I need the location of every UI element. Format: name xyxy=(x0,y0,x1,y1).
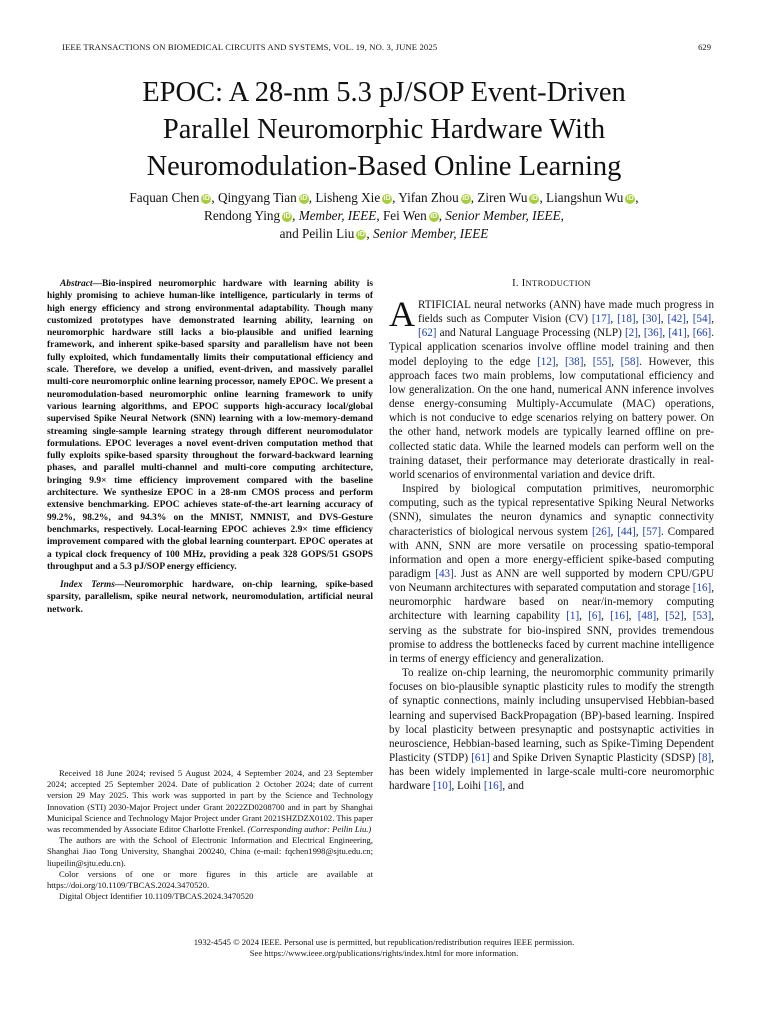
paragraph: ARTIFICIAL neural networks (ANN) have made much progress in fields such as Computer Vision (CV) [17], [18], [30], [42], [54], [62] and Natural Language Processing (NLP) [2], [36], [41], [66]. Typical application scenarios involve offline model training and then model deploying to the edge [12], [38], [55], [58]. However, this approach faces two main problems, low computational efficiency and low generalization. On the one hand, numerical ANN inference involves dense energy-consuming Multiply-Accumulate (MAC) operations, which is not conducive to edge scenarios relying on battery power. On the other hand, network models are typically learned offline on pre-collected static data. While the learned models can perform well on the training dataset, their performance may deteriorate drastically in real-world scenarios of environmental variation and device drift. xyxy=(389,294,715,481)
section-heading xyxy=(389,278,714,289)
index-terms-label: Index Terms xyxy=(60,580,115,591)
author-line-1: Faquan Chen iD , Qingyang Tian iD , Lisheng Xie iD , Yifan Zhou iD , Ziren Wu iD , Liangshun Wu iD , xyxy=(129,190,639,205)
abstract xyxy=(47,278,373,573)
author-line-3: and Peilin Liu iD , Senior Member, IEEE xyxy=(279,226,489,241)
first-page-footnotes xyxy=(47,768,373,902)
paragraph xyxy=(389,666,714,793)
abstract-label: Abstract xyxy=(60,279,93,289)
running-header: IEEE TRANSACTIONS ON BIOMEDICAL CIRCUITS AND SYSTEMS, VOL. 19, NO. 3, JUNE 2025 xyxy=(62,42,438,52)
author-name: Faquan Chen xyxy=(129,190,200,205)
page-number: 629 xyxy=(698,42,711,52)
citation-link[interactable]: [10] xyxy=(433,780,452,793)
author-name: Ziren Wu xyxy=(477,190,528,205)
citation-link[interactable]: [30] xyxy=(642,313,661,326)
title-line-1: EPOC: A 28-nm 5.3 pJ/SOP Event-Driven xyxy=(142,77,626,108)
footnote-corresponding: (Corresponding author: Peilin Liu.) xyxy=(247,824,372,835)
citation-link[interactable]: [17] xyxy=(591,313,611,326)
introduction-body xyxy=(389,294,715,793)
citation-link[interactable]: [66] xyxy=(692,327,712,340)
citation-link[interactable]: [42] xyxy=(667,313,686,326)
author-name: Yifan Zhou xyxy=(398,190,459,205)
paragraph: Inspired by biological computation primitives, neuromorphic computing, such as the typical representative Spiking Neural Networks (SNN), simulates the neuron dynamics and synaptic connectivity characteristics of biological nervous system [26], [44], [57]. Compared with ANN, SNN are more versatile on processing spatio-temporal information and open a more energy-efficient spike-based computing paradigm [43]. Just as ANN are well supported by modern CPU/GPU von Neumann architectures with separated computation and storage [16], neuromorphic hardware based on near/in-memory computing architecture with learning capability [1], [6], [16], [48], [52], [53], serving as the substrate for bio-inspired SNN, provides tremendous promise to address the bottlenecks faced by current machine intelligence in terms of energy efficiency and generalization. xyxy=(389,483,715,665)
copyright-line: 1932-4545 © 2024 IEEE. Personal use is permitted, but republication/redistribution requires IEEE permission. xyxy=(193,937,575,947)
citation-link[interactable]: [6] xyxy=(588,610,602,623)
drop-cap: A xyxy=(389,294,415,334)
abstract-block xyxy=(47,278,373,616)
citation-link[interactable]: [61] xyxy=(471,752,490,764)
text-run: . Compared with ANN, SNN are more versatile on processing spatio-temporal information and open a more energy-efficient spike-based computing paradigm xyxy=(389,525,715,580)
citation-link[interactable]: [41] xyxy=(668,327,687,340)
text-run: . Typical application scenarios involve offline model training and then model deploying to the edge xyxy=(389,327,715,368)
text-run: , serving as the substrate for bio-inspired SNN, provides tremendous promise to address the bottlenecks faced by current machine intelligence in terms of energy efficiency and generalization. xyxy=(389,610,715,665)
citation-link[interactable]: [58] xyxy=(620,355,640,368)
text-run: , neuromorphic hardware based on near/in-memory computing architecture with learning capability xyxy=(389,582,715,623)
author-name: and Peilin Liu xyxy=(279,226,355,241)
orcid-icon[interactable]: iD xyxy=(430,213,438,220)
author-line-2: Rendong Ying iD , Member, IEEE, Fei Wen iD , Senior Member, IEEE, xyxy=(204,208,564,223)
orcid-icon[interactable]: iD xyxy=(283,213,291,220)
citation-link[interactable]: [36] xyxy=(643,327,663,340)
orcid-icon[interactable]: iD xyxy=(383,195,391,202)
text-run: , has been widely implemented in large-scale multi-core neuromorphic hardware xyxy=(389,752,714,793)
footnote-color[interactable]: Color versions of one or more figures in this article are available at https://doi.org/10.1109/TBCAS.2024.3470520. xyxy=(47,868,373,891)
citation-link[interactable]: [52] xyxy=(665,610,684,623)
citation-link[interactable]: [16] xyxy=(483,780,503,793)
citation-link[interactable]: [62] xyxy=(418,327,437,340)
text-run: . Just as ANN are well supported by modern CPU/GPU von Neumann architectures with separated computation and storage xyxy=(389,567,714,595)
section-name: NTRODUCTION xyxy=(525,278,591,288)
citation-link[interactable]: [55] xyxy=(592,355,612,368)
rights-link-line[interactable]: See https://www.ieee.org/publications/rights/index.html for more information. xyxy=(249,948,519,958)
citation-link[interactable]: [43] xyxy=(435,567,454,580)
citation-link[interactable]: [8] xyxy=(698,752,712,764)
abstract-text: —Bio-inspired neuromorphic hardware with learning ability is highly promising to achieve human-like intelligence, particularly in terms of high energy efficiency and strong environmental adaptability. Though many customized prototypes have demonstrated learning ability, learning on neuromorphic hardware still lacks a bio-plausible and unified learning framework, and inherent spike-based sparsity and parallelism have not been fully exploited, which fundamentally limits their computational efficiency and scale. Therefore, we develop a unified, event-driven, and massively parallel multi-core neuromorphic online learning processor, namely EPOC. We present a neuromodulation-based neuromorphic online learning framework to unify various learning algorithms, and EPOC supports high-accuracy local/global supervised Spike Neural Network (SNN) learning with a low-memory-demand streaming single-sample learning strategy through different neuromodulator formulations. EPOC leverages a novel event-driven computation method that fully exploits spike-based sparsity throughout the forward-backward learning phases, and parallel multi-channel and multi-core computing architecture, bringing 9.9× time efficiency improvement compared with the baseline architecture. We synthesize EPOC in a 28-nm CMOS process and perform extensive benchmarking. EPOC achieves state-of-the-art learning accuracy of 99.2%, 98.2%, and 94.3% on the MNIST, NMNIST, and DVS-Gesture benchmarks, respectively. Local-learning EPOC achieves 2.9× time efficiency improvement compared with the global learning counterpart. EPOC operates at a typical clock frequency of 100 MHz, providing a peak 328 GOPS/51 GSOPS throughput and a 5.3 pJ/SOP energy efficiency. xyxy=(47,279,373,572)
text-run: , Loihi xyxy=(451,780,484,793)
citation-link[interactable]: [1] xyxy=(566,610,580,623)
citation-link[interactable]: [2] xyxy=(624,327,638,340)
footnote-received-text: Received 18 June 2024; revised 5 August 2024, 4 September 2024, and 23 September 2024; accepted 25 September 2024. Date of publication 2 October 2024; date of current version 29 May 2025. This work was supported in part by the Science and Technology Innovation (STI) 2030-Major Project under Grant 2022ZD0208700 and in part by Shanghai Municipal Science and Technology Major Project under Grant 2021SHZDZX0102. This paper was recommended by Associate Editor Charlotte Frenkel. xyxy=(47,768,373,835)
paper-title xyxy=(40,74,728,185)
text-run: , and xyxy=(502,780,524,793)
citation-link[interactable]: [12] xyxy=(537,355,556,368)
citation-link[interactable]: [53] xyxy=(692,610,712,623)
title-line-2: Parallel Neuromorphic Hardware With xyxy=(162,114,606,145)
footnote-affiliation: The authors are with the School of Electronic Information and Electrical Engineering, Shanghai Jiao Tong University, Shanghai 200240, China (e-mail: fqchen1998@sjtu.edu.cn; liupeilin@sjtu.edu.cn). xyxy=(47,835,373,868)
orcid-icon[interactable]: iD xyxy=(202,195,210,202)
first-word-caps: RTIFICIAL xyxy=(418,299,471,311)
author-role: Senior Member, IEEE xyxy=(445,208,561,223)
section-numeral: I. I xyxy=(512,278,526,289)
citation-link[interactable]: [16] xyxy=(692,582,712,595)
citation-link[interactable]: [26] xyxy=(592,525,611,538)
citation-link[interactable]: [18] xyxy=(617,313,636,326)
citation-link[interactable]: [48] xyxy=(637,610,657,623)
copyright-footer xyxy=(40,937,728,959)
orcid-icon[interactable]: iD xyxy=(530,195,538,202)
author-role: Senior Member, IEEE xyxy=(372,226,489,241)
orcid-icon[interactable]: iD xyxy=(357,231,365,238)
index-terms xyxy=(47,579,373,616)
orcid-icon[interactable]: iD xyxy=(300,195,308,202)
text-run: and Natural Language Processing (NLP) xyxy=(436,327,625,340)
text-run: and Spike Driven Synaptic Plasticity (SDSP) xyxy=(489,752,699,764)
author-list xyxy=(60,189,708,243)
citation-link[interactable]: [44] xyxy=(617,525,636,538)
citation-link[interactable]: [57] xyxy=(642,525,662,538)
title-line-3: Neuromodulation-Based Online Learning xyxy=(146,151,622,182)
orcid-icon[interactable]: iD xyxy=(462,195,470,202)
citation-link[interactable]: [16] xyxy=(610,610,629,623)
citation-link[interactable]: [38] xyxy=(564,355,584,368)
author-name: Liangshun Wu xyxy=(546,190,624,205)
index-terms-text: —Neuromorphic hardware, on-chip learning, spike-based sparsity, parallelism, spike neural network, neuromodulation, artificial neural network. xyxy=(47,580,373,615)
citation-link[interactable]: [54] xyxy=(692,313,712,326)
footnote-doi: Digital Object Identifier 10.1109/TBCAS.2024.3470520 xyxy=(59,891,254,902)
text-run: , xyxy=(610,313,618,326)
text-run: neural networks (ANN) have made much progress in fields such as Computer Vision (CV) xyxy=(418,299,714,326)
author-name: Lisheng Xie xyxy=(315,190,381,205)
author-name: Rendong Ying xyxy=(204,208,281,223)
text-run: Inspired by biological computation primitives, neuromorphic computing, such as the typical representative Spiking Neural Networks (SNN), simulates the neuron dynamics and synaptic connectivity characteristics of biological nervous system xyxy=(389,483,714,538)
text-run: . However, this approach faces two main problems, low computational efficiency and low generalization. On the one hand, numerical ANN inference involves dense energy-consuming Multiply-Accumulate (MAC) operations, which is not conducive to edge scenarios relying on battery power. On the other hand, network models are typically learned offline on pre-collected static data. While the learned models can perform well on the training dataset, their performance may deteriorate drastically in real-world scenarios of environmental variation and device drift. xyxy=(389,355,715,481)
footnote-received xyxy=(47,768,373,835)
orcid-icon[interactable]: iD xyxy=(626,195,634,202)
author-role: Member, IEEE xyxy=(298,208,377,223)
author-name: Fei Wen xyxy=(382,208,427,223)
text-run: To realize on-chip learning, the neuromorphic community primarily focuses on bio-plausible synaptic plasticity rules to modify the strength of synaptic connections, mainly including unsupervised Hebbian-based learning and supervised BackPropagation (BP)-based learning. Inspired by local plasticity between presynaptic and postsynaptic activities in neuroscience, Hebbian-based learning, such as Spike-Timing Dependent Plasticity (STDP) xyxy=(389,667,714,764)
author-name: Qingyang Tian xyxy=(217,190,297,205)
